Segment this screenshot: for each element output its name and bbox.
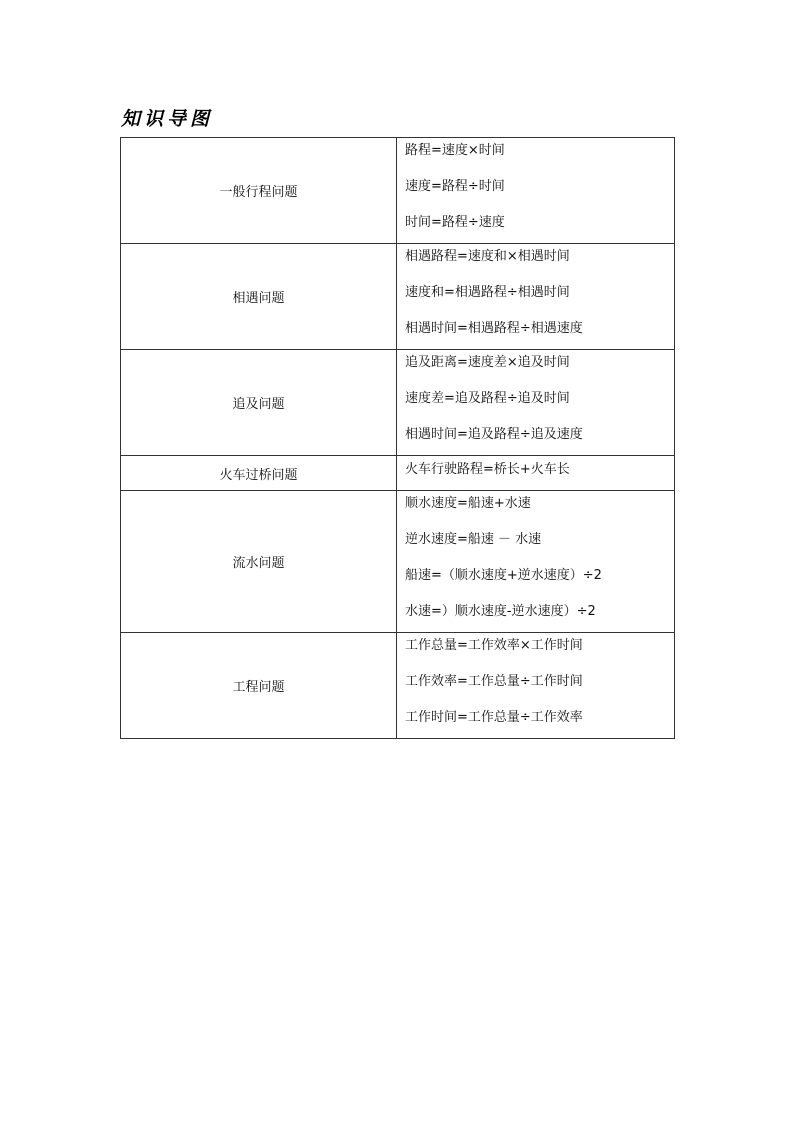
topic-cell: 追及问题: [121, 350, 397, 456]
table-row: [121, 138, 675, 244]
formula-cell: [397, 138, 675, 244]
formula-line: 工作效率=工作总量÷工作时间: [405, 674, 583, 689]
topic-cell: 相遇问题: [121, 244, 397, 350]
formula-line: 火车行驶路程=桥长+火车长: [405, 462, 570, 477]
formula-cell: [397, 244, 675, 350]
formula-line: 工作总量=工作效率×工作时间: [405, 638, 583, 653]
formula-line: 相遇路程=速度和×相遇时间: [405, 249, 570, 264]
table-row: [121, 350, 675, 456]
formula-line: 速度差=追及路程÷追及时间: [405, 391, 570, 406]
topic-cell: 火车过桥问题: [121, 456, 397, 491]
formula-line: 顺水速度=船速+水速: [405, 496, 531, 511]
formula-cell: [397, 633, 675, 739]
formula-line: 速度和=相遇路程÷相遇时间: [405, 285, 570, 300]
formula-line: 追及距离=速度差×追及时间: [405, 355, 570, 370]
formula-line: 相遇时间=追及路程÷追及速度: [405, 427, 583, 442]
formula-line: 时间=路程÷速度: [405, 215, 505, 230]
formula-cell: [397, 456, 675, 491]
formula-table: [120, 137, 675, 739]
formula-line: 逆水速度=船速 － 水速: [405, 532, 542, 547]
formula-cell: [397, 491, 675, 633]
topic-cell: 流水问题: [121, 491, 397, 633]
formula-line: 工作时间=工作总量÷工作效率: [405, 710, 583, 725]
formula-line: 路程=速度×时间: [405, 143, 505, 158]
formula-cell: [397, 350, 675, 456]
formula-line: 速度=路程÷时间: [405, 179, 505, 194]
table-row: [121, 244, 675, 350]
topic-cell: 一般行程问题: [121, 138, 397, 244]
page-title: 知识导图: [121, 108, 214, 130]
table-row: [121, 633, 675, 739]
table-row: [121, 491, 675, 633]
formula-line: 船速=（顺水速度+逆水速度）÷2: [405, 568, 602, 583]
formula-line: 水速=）顺水速度-逆水速度）÷2: [405, 604, 596, 619]
table-row: [121, 456, 675, 491]
formula-line: 相遇时间=相遇路程÷相遇速度: [405, 321, 583, 336]
topic-cell: 工程问题: [121, 633, 397, 739]
